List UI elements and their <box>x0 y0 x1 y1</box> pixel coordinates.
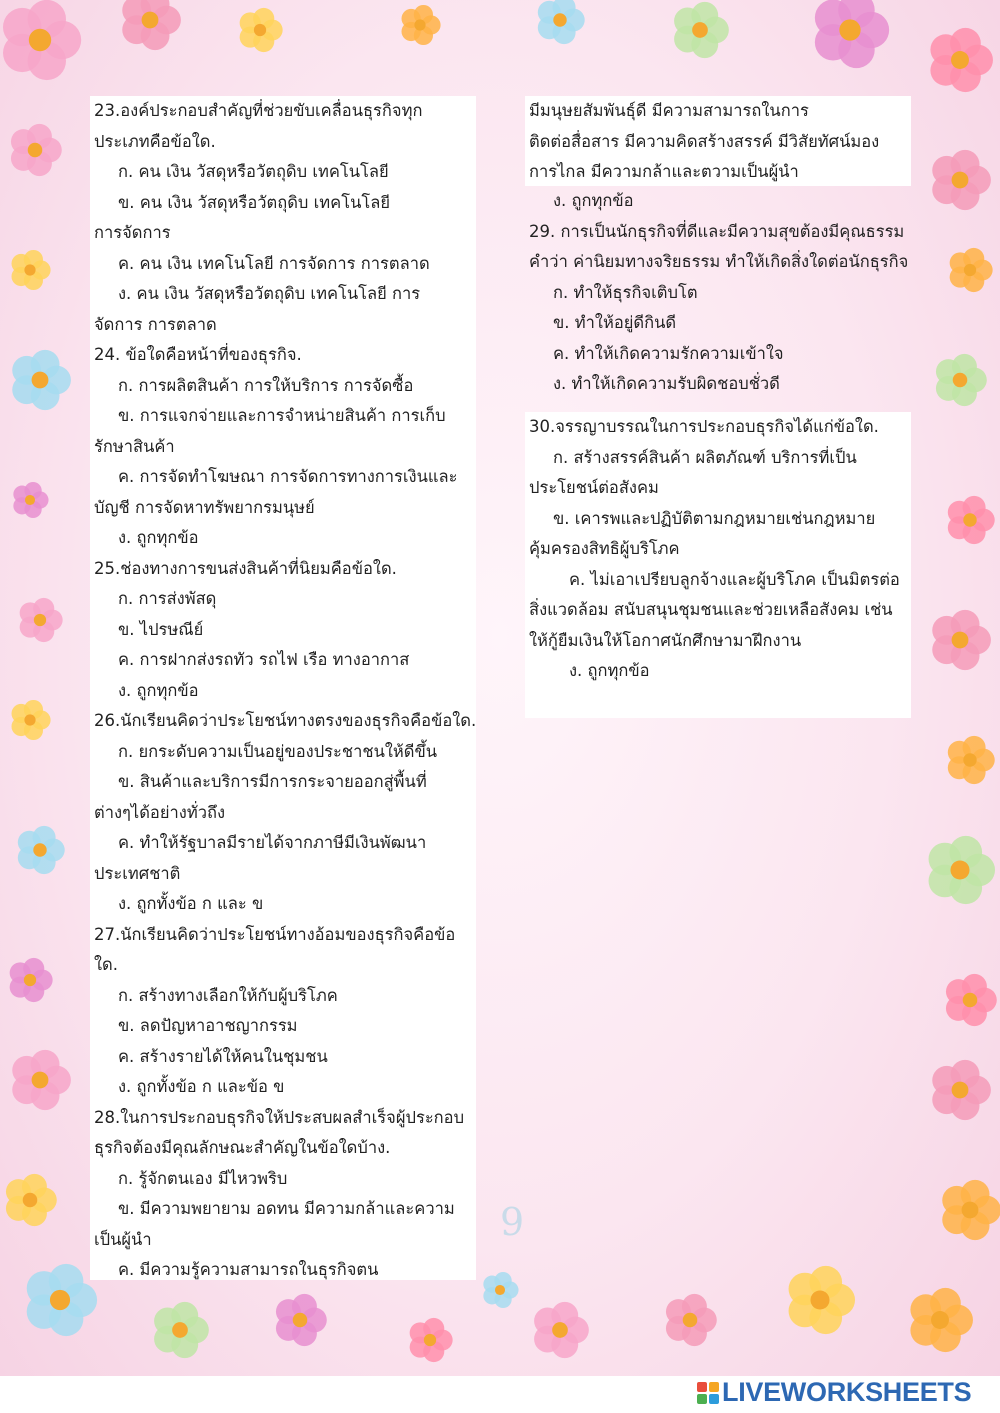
text-line: ข. มีความพยายาม อดทน มีความกล้าและความ <box>118 1199 455 1218</box>
flower-icon <box>929 836 995 904</box>
text-line: ค. สร้างรายได้ให้คนในชุมชน <box>118 1046 328 1066</box>
text-line: สิ่งแวดล้อม สนับสนุนชุมชนและช่วยเหลือสังคม เช่น <box>529 600 893 619</box>
text-line: บัญชี การจัดหาทรัพยากรมนุษย์ <box>94 497 315 517</box>
flower-icon <box>154 1302 209 1358</box>
text-line: ค. มีความรู้ความสามารถในธุรกิจตน <box>118 1260 379 1279</box>
text-line: ง. ถูกทั้งข้อ ก และ ข <box>118 894 264 913</box>
text-line: รักษาสินค้า <box>94 436 175 456</box>
text-line: ง. ทำให้เกิดความรับผิดชอบชั่วดี <box>553 374 780 393</box>
flower-icon <box>12 1050 71 1110</box>
text-line: ติดต่อสื่อสาร มีความคิดสร้างสรรค์ มีวิสัยทัศน์มอง <box>529 131 880 151</box>
right-column-continuation <box>525 96 911 186</box>
text-line: เป็นผู้นำ <box>94 1229 152 1249</box>
flower-icon <box>936 354 987 406</box>
flower-icon <box>666 1294 717 1346</box>
text-line: การจัดการ <box>94 223 171 242</box>
text-line: การไกล มีความกล้าและตวามเป็นผู้นำ <box>529 162 799 181</box>
text-line: 24. ข้อใดคือหน้าที่ของธุรกิจ. <box>94 345 302 364</box>
text-line: ก. ทำให้ธุรกิจเติบโต <box>553 282 698 302</box>
flower-icon <box>13 482 48 518</box>
text-line: ง. ถูกทุกข้อ <box>569 661 650 680</box>
text-line: ข. คน เงิน วัสดุหรือวัตถุดิบ เทคโนโลยี <box>118 192 390 212</box>
flower-icon <box>534 1302 589 1358</box>
text-line: ค. ทำให้เกิดความรักความเข้าใจ <box>553 343 784 363</box>
flower-icon <box>276 1294 327 1346</box>
flower-icon <box>815 0 889 68</box>
text-line: ค. การฝากส่งรถทัว รถไฟ เรือ ทางอากาส <box>118 650 410 669</box>
right-column-questions <box>525 186 911 412</box>
flower-icon <box>10 958 53 1002</box>
flower-icon <box>12 700 51 740</box>
text-line: 27.นักเรียนคิดว่าประโยชน์ทางอ้อมของธุรกิจคือข้อ <box>94 924 456 944</box>
flower-icon <box>11 124 62 176</box>
text-line: ใด. <box>94 955 119 974</box>
text-line: ข. สินค้าและบริการมีการกระจายออกสู่พื้นที่ <box>118 772 427 791</box>
text-line: ข. ไปรษณีย์ <box>118 619 204 639</box>
text-line: 26.นักเรียนคิดว่าประโยชน์ทางตรงของธุรกิจคือข้อใด. <box>94 711 477 730</box>
flower-icon <box>910 1288 973 1352</box>
text-line: ก. รู้จักตนเอง มีไหวพริบ <box>118 1168 288 1188</box>
flower-icon <box>948 496 995 544</box>
flower-icon <box>789 1266 855 1334</box>
text-line: ก. การผลิตสินค้า การให้บริการ การจัดซื้อ <box>118 375 414 395</box>
text-line: ธุรกิจต้องมีคุณลักษณะสำคัญในข้อใดบ้าง. <box>94 1138 391 1157</box>
text-line: ก. ยกระดับความเป็นอยู่ของประชาชนให้ดีขึ้น <box>118 741 438 761</box>
flower-icon <box>538 0 585 44</box>
text-line: ข. การแจกจ่ายและการจำหน่ายสินค้า การเก็บ <box>118 406 446 425</box>
text-line: 29. การเป็นนักธุรกิจที่ดีและมีความสุขต้องมีคุณธรรม <box>529 221 905 241</box>
text-line: ง. ถูกทุกข้อ <box>553 191 634 210</box>
flower-icon <box>410 1318 453 1362</box>
text-line: 23.องค์ประกอบสำคัญที่ช่วยขับเคลื่อนธุรกิจทุก <box>94 101 423 120</box>
text-line: 30.จรรญาบรรณในการประกอบธุรกิจได้แก่ข้อใด. <box>529 417 879 436</box>
page-number: 9 <box>500 1200 525 1244</box>
flower-icon <box>674 2 729 58</box>
flower-icon <box>942 1180 1000 1240</box>
left-question-column <box>90 96 476 1280</box>
text-line: ก. สร้างสรรค์สินค้า ผลิตภัณฑ์ บริการที่เป็น <box>553 447 857 467</box>
text-line: ง. ถูกทั้งข้อ ก และข้อ ข <box>118 1077 285 1096</box>
text-line: 25.ช่องทางการขนส่งสินค้าที่นิยมคือข้อใด. <box>94 558 397 578</box>
text-line: ต่างๆได้อย่างทั่วถึง <box>94 802 226 822</box>
text-line: มีมนุษยสัมพันธุ์ดี มีความสามารถในการ <box>529 101 809 120</box>
text-line: ข. ทำให้อยู่ดีกินดี <box>553 313 677 332</box>
text-line: ให้กู้ยืมเงินให้โอกาศนักศึกษามาฝึกงาน <box>529 630 802 650</box>
flower-icon <box>930 28 993 92</box>
flower-icon <box>483 1272 518 1308</box>
text-line: ประโยชน์ต่อสังคม <box>529 478 659 497</box>
text-line: ก. การส่งพัสดุ <box>118 589 217 608</box>
text-line: ค. ไม่เอาเปรียบลูกจ้างและผู้บริโภค เป็นมิตรต่อ <box>569 569 900 589</box>
text-line: คุ้มครองสิทธิผู้บริโภค <box>529 539 680 558</box>
flower-icon <box>12 250 51 290</box>
flower-icon <box>932 1060 991 1120</box>
text-line: ก. สร้างทางเลือกให้กับผู้บริโภค <box>118 985 338 1005</box>
flower-icon <box>946 974 997 1026</box>
text-line: คำว่า ค่านิยมทางจริยธรรม ทำให้เกิดสิ่งใดต่อนักธุรกิจ <box>529 252 909 271</box>
text-line: ค. คน เงิน เทคโนโลยี การจัดการ การตลาด <box>118 253 430 273</box>
right-column-question-30 <box>525 412 911 718</box>
text-line: ง. คน เงิน วัสดุหรือวัตถุดิบ เทคโนโลยี การ <box>118 284 421 303</box>
text-line: ค. ทำให้รัฐบาลมีรายได้จากภาษีมีเงินพัฒนา <box>118 833 427 852</box>
flower-icon <box>240 8 283 52</box>
liveworksheets-brand[interactable]: LIVEWORKSHEETS <box>722 1377 972 1407</box>
flower-icon <box>18 826 65 874</box>
flower-icon <box>948 736 995 784</box>
text-line: ข. เคารพและปฏิบัติตามกฎหมายเช่นกฎหมาย <box>553 508 876 528</box>
text-line: ประเทศชาติ <box>94 863 181 883</box>
flower-icon <box>12 350 71 410</box>
flower-icon <box>402 5 441 45</box>
text-line: 28.ในการประกอบธุรกิจให้ประสบผลสำเร็จผู้ประกอบ <box>94 1107 465 1127</box>
text-line: ค. การจัดทำโฆษณา การจัดการทางการเงินและ <box>118 467 458 486</box>
text-line: ประเภทคือข้อใด. <box>94 131 216 151</box>
flower-icon <box>6 1174 57 1226</box>
flower-icon <box>20 598 63 642</box>
text-line: จัดการ การตลาด <box>94 314 217 334</box>
flower-icon <box>932 610 991 670</box>
text-line: ง. ถูกทุกข้อ <box>118 680 199 700</box>
flower-icon <box>950 248 993 292</box>
flower-icon <box>932 150 991 210</box>
flower-icon <box>3 0 81 80</box>
flower-icon <box>27 1264 97 1336</box>
flower-icon <box>122 0 181 50</box>
text-line: ก. คน เงิน วัสดุหรือวัตถุดิบ เทคโนโลยี <box>118 162 389 181</box>
text-line: ข. ลดปัญหาอาชญากรรม <box>118 1016 298 1035</box>
liveworksheets-logo-icon <box>697 1382 719 1406</box>
text-line: ง. ถูกทุกข้อ <box>118 528 199 547</box>
